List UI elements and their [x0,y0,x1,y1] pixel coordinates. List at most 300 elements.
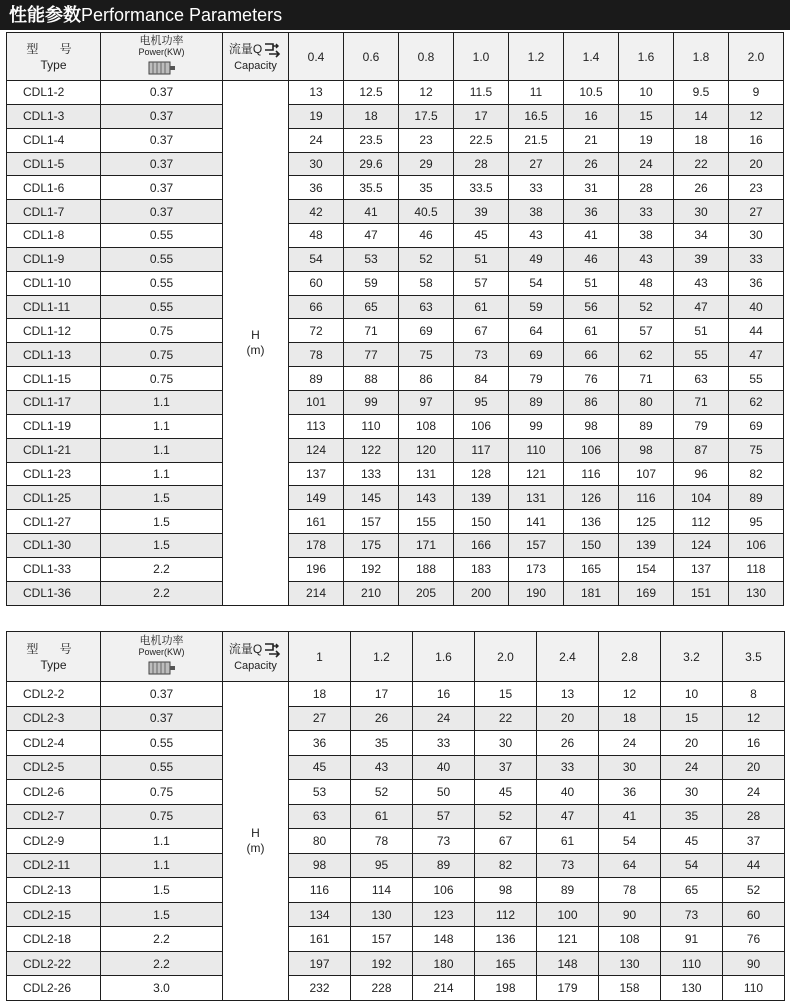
head-value-cell: 54 [599,829,661,854]
head-label-cell [223,81,289,606]
head-value-cell: 52 [619,295,674,319]
head-value-cell: 86 [564,390,619,414]
head-value-cell: 57 [454,271,509,295]
power-header [101,632,223,682]
head-value-cell: 65 [344,295,399,319]
head-value-cell: 136 [564,510,619,534]
head-value-cell: 121 [509,462,564,486]
head-value-cell: 178 [289,534,344,558]
table-row [7,706,785,731]
head-value-cell: 73 [661,902,723,927]
head-value-cell: 40 [729,295,784,319]
model-cell: CDL1-15 [7,367,101,391]
power-cell: 2.2 [101,581,223,605]
head-value-cell: 30 [729,224,784,248]
head-value-cell: 78 [599,878,661,903]
table-row [7,438,784,462]
flow-value-header: 1.2 [509,33,564,81]
head-value-cell: 46 [399,224,454,248]
head-value-cell: 69 [509,343,564,367]
head-value-cell: 61 [537,829,599,854]
head-value-cell: 12.5 [344,81,399,105]
power-header-cn: 电机功率 [139,35,184,47]
head-value-cell: 18 [599,706,661,731]
capacity-header-cn: 流量Q [228,641,263,656]
head-value-cell: 16 [413,682,475,707]
model-cell: CDL2-4 [7,731,101,756]
head-value-cell: 71 [674,390,729,414]
head-value-cell: 67 [454,319,509,343]
head-value-cell: 11.5 [454,81,509,105]
head-value-cell: 200 [454,581,509,605]
power-cell: 0.55 [101,755,223,780]
head-value-cell: 89 [289,367,344,391]
head-value-cell: 88 [344,367,399,391]
table-row [7,853,785,878]
head-value-cell: 41 [564,224,619,248]
model-cell: CDL1-8 [7,224,101,248]
head-value-cell: 228 [351,976,413,1001]
power-cell: 0.75 [101,367,223,391]
power-cell: 0.37 [101,682,223,707]
power-cell: 0.37 [101,81,223,105]
head-value-cell: 95 [351,853,413,878]
head-value-cell: 21 [564,128,619,152]
head-value-cell: 29 [399,152,454,176]
table-row [7,414,784,438]
power-cell: 1.1 [101,438,223,462]
head-value-cell: 196 [289,557,344,581]
model-cell: CDL2-22 [7,951,101,976]
head-value-cell: 30 [674,200,729,224]
power-cell: 0.75 [101,780,223,805]
table-row [7,247,784,271]
power-cell: 0.37 [101,200,223,224]
table-row [7,367,784,391]
head-value-cell: 51 [564,271,619,295]
model-cell: CDL1-13 [7,343,101,367]
head-value-cell: 13 [289,81,344,105]
model-cell: CDL2-7 [7,804,101,829]
head-value-cell: 141 [509,510,564,534]
head-value-cell: 54 [509,271,564,295]
head-value-cell: 15 [661,706,723,731]
head-value-cell: 46 [564,247,619,271]
head-value-cell: 84 [454,367,509,391]
table-row [7,780,785,805]
head-value-cell: 116 [564,462,619,486]
head-value-cell: 73 [537,853,599,878]
head-value-cell: 12 [399,81,454,105]
head-value-cell: 33 [619,200,674,224]
head-value-cell: 19 [619,128,674,152]
head-value-cell: 62 [619,343,674,367]
head-value-cell: 145 [344,486,399,510]
head-value-cell: 15 [619,104,674,128]
head-value-cell: 36 [289,176,344,200]
head-value-cell: 150 [564,534,619,558]
head-value-cell: 47 [344,224,399,248]
head-value-cell: 149 [289,486,344,510]
power-cell: 1.1 [101,462,223,486]
head-value-cell: 29.6 [344,152,399,176]
head-value-cell: 82 [475,853,537,878]
head-value-cell: 110 [344,414,399,438]
power-cell: 0.55 [101,295,223,319]
head-value-cell: 45 [289,755,351,780]
head-value-cell: 78 [289,343,344,367]
head-value-cell: 65 [661,878,723,903]
power-cell: 1.1 [101,390,223,414]
head-value-cell: 143 [399,486,454,510]
power-cell: 1.5 [101,510,223,534]
head-value-cell: 180 [413,951,475,976]
head-value-cell: 169 [619,581,674,605]
section-title [0,0,790,30]
flow-value-header: 2.4 [537,632,599,682]
head-value-cell: 192 [351,951,413,976]
head-value-cell: 128 [454,462,509,486]
table-row [7,271,784,295]
head-value-cell: 49 [509,247,564,271]
head-value-cell: 18 [289,682,351,707]
head-value-cell: 35 [661,804,723,829]
head-value-cell: 33 [413,731,475,756]
head-value-cell: 157 [351,927,413,952]
head-value-cell: 63 [399,295,454,319]
head-value-cell: 21.5 [509,128,564,152]
model-cell: CDL1-33 [7,557,101,581]
head-value-cell: 175 [344,534,399,558]
head-value-cell: 100 [537,902,599,927]
head-value-cell: 30 [289,152,344,176]
head-value-cell: 17.5 [399,104,454,128]
head-value-cell: 116 [619,486,674,510]
head-value-cell: 12 [723,706,785,731]
table-row [7,295,784,319]
head-value-cell: 130 [599,951,661,976]
model-cell: CDL1-25 [7,486,101,510]
head-value-cell: 165 [564,557,619,581]
table-row [7,951,785,976]
head-value-cell: 12 [729,104,784,128]
head-value-cell: 114 [351,878,413,903]
head-value-cell: 108 [399,414,454,438]
head-value-cell: 192 [344,557,399,581]
head-value-cell: 22 [674,152,729,176]
table-row [7,557,784,581]
head-value-cell: 98 [475,878,537,903]
head-value-cell: 54 [661,853,723,878]
head-value-cell: 50 [413,780,475,805]
power-cell: 0.55 [101,247,223,271]
head-value-cell: 45 [454,224,509,248]
head-value-cell: 35 [351,731,413,756]
model-cell: CDL2-3 [7,706,101,731]
head-value-cell: 13 [537,682,599,707]
table-row [7,878,785,903]
head-value-cell: 36 [729,271,784,295]
section-title-en: Performance Parameters [81,5,283,25]
type-header [7,632,101,682]
head-value-cell: 20 [661,731,723,756]
head-value-cell: 42 [289,200,344,224]
head-value-cell: 89 [619,414,674,438]
head-label: H [251,327,260,342]
power-header-en: Power(KW) [138,647,185,657]
model-cell: CDL2-6 [7,780,101,805]
head-value-cell: 183 [454,557,509,581]
table-row [7,510,784,534]
head-value-cell: 30 [599,755,661,780]
power-cell: 0.75 [101,343,223,367]
head-value-cell: 181 [564,581,619,605]
head-value-cell: 26 [564,152,619,176]
head-value-cell: 16.5 [509,104,564,128]
flow-value-header: 1.8 [674,33,729,81]
head-value-cell: 124 [674,534,729,558]
head-value-cell: 63 [674,367,729,391]
flow-value-header: 3.5 [723,632,785,682]
head-value-cell: 41 [599,804,661,829]
head-value-cell: 79 [674,414,729,438]
head-value-cell: 205 [399,581,454,605]
head-value-cell: 110 [723,976,785,1001]
flow-value-header: 0.8 [399,33,454,81]
power-cell: 1.5 [101,486,223,510]
head-value-cell: 89 [509,390,564,414]
type-header-cn: 型 号 [26,641,81,656]
head-value-cell: 53 [344,247,399,271]
head-value-cell: 77 [344,343,399,367]
table-row [7,829,785,854]
head-value-cell: 95 [729,510,784,534]
head-value-cell: 28 [619,176,674,200]
head-value-cell: 155 [399,510,454,534]
power-cell: 1.5 [101,878,223,903]
head-value-cell: 30 [475,731,537,756]
head-value-cell: 23 [729,176,784,200]
head-value-cell: 16 [723,731,785,756]
head-value-cell: 41 [344,200,399,224]
flow-value-header: 0.6 [344,33,399,81]
head-value-cell: 76 [723,927,785,952]
head-value-cell: 33 [537,755,599,780]
power-cell: 0.37 [101,104,223,128]
table-row [7,343,784,367]
head-value-cell: 35 [399,176,454,200]
head-value-cell: 48 [619,271,674,295]
head-value-cell: 131 [509,486,564,510]
head-value-cell: 38 [619,224,674,248]
model-cell: CDL1-9 [7,247,101,271]
head-value-cell: 23 [399,128,454,152]
head-value-cell: 37 [475,755,537,780]
head-value-cell: 157 [344,510,399,534]
flow-value-header: 2.0 [729,33,784,81]
table-row [7,200,784,224]
head-value-cell: 79 [509,367,564,391]
model-cell: CDL1-30 [7,534,101,558]
head-value-cell: 91 [661,927,723,952]
head-value-cell: 78 [351,829,413,854]
head-value-cell: 60 [723,902,785,927]
head-value-cell: 24 [723,780,785,805]
head-value-cell: 15 [475,682,537,707]
model-cell: CDL2-13 [7,878,101,903]
head-value-cell: 139 [454,486,509,510]
table-row [7,152,784,176]
type-header [7,33,101,81]
head-value-cell: 232 [289,976,351,1001]
table-row [7,534,784,558]
power-cell: 2.2 [101,951,223,976]
head-value-cell: 56 [564,295,619,319]
table-row [7,224,784,248]
head-value-cell: 107 [619,462,674,486]
performance-table-cdl1 [6,32,784,606]
head-value-cell: 118 [729,557,784,581]
head-value-cell: 67 [475,829,537,854]
head-value-cell: 17 [351,682,413,707]
head-value-cell: 52 [723,878,785,903]
head-value-cell: 139 [619,534,674,558]
head-value-cell: 90 [723,951,785,976]
head-value-cell: 26 [537,731,599,756]
table-header-row [7,632,785,682]
head-value-cell: 86 [399,367,454,391]
head-value-cell: 80 [619,390,674,414]
flow-icon [262,41,282,59]
head-value-cell: 122 [344,438,399,462]
head-value-cell: 31 [564,176,619,200]
model-cell: CDL1-4 [7,128,101,152]
model-cell: CDL2-9 [7,829,101,854]
table-row [7,462,784,486]
head-value-cell: 61 [454,295,509,319]
head-value-cell: 24 [661,755,723,780]
head-value-cell: 99 [344,390,399,414]
head-value-cell: 39 [454,200,509,224]
flow-value-header: 0.4 [289,33,344,81]
head-value-cell: 87 [674,438,729,462]
head-value-cell: 19 [289,104,344,128]
type-header-en: Type [40,57,67,72]
capacity-header-en: Capacity [234,659,277,672]
head-value-cell: 20 [729,152,784,176]
head-value-cell: 137 [289,462,344,486]
model-cell: CDL1-3 [7,104,101,128]
head-label: H [251,825,260,840]
capacity-header [223,33,289,81]
head-value-cell: 137 [674,557,729,581]
head-value-cell: 27 [289,706,351,731]
table-row [7,976,785,1001]
head-value-cell: 36 [564,200,619,224]
flow-value-header: 1.4 [564,33,619,81]
head-value-cell: 20 [537,706,599,731]
head-value-cell: 61 [564,319,619,343]
head-value-cell: 52 [351,780,413,805]
head-value-cell: 59 [509,295,564,319]
head-value-cell: 52 [475,804,537,829]
head-value-cell: 26 [351,706,413,731]
table-row [7,128,784,152]
head-value-cell: 112 [674,510,729,534]
head-value-cell: 36 [289,731,351,756]
head-value-cell: 24 [599,731,661,756]
flow-value-header: 1.6 [413,632,475,682]
head-value-cell: 148 [413,927,475,952]
power-cell: 1.1 [101,853,223,878]
head-value-cell: 112 [475,902,537,927]
model-cell: CDL2-18 [7,927,101,952]
head-value-cell: 44 [723,853,785,878]
capacity-header-en: Capacity [234,59,277,72]
head-value-cell: 9.5 [674,81,729,105]
head-unit: (m) [246,840,265,855]
head-value-cell: 24 [413,706,475,731]
motor-icon [148,661,176,675]
head-value-cell: 18 [344,104,399,128]
head-value-cell: 96 [674,462,729,486]
head-value-cell: 24 [619,152,674,176]
table-row [7,731,785,756]
head-value-cell: 33 [509,176,564,200]
power-cell: 1.5 [101,902,223,927]
head-value-cell: 27 [509,152,564,176]
model-cell: CDL1-2 [7,81,101,105]
head-value-cell: 110 [509,438,564,462]
head-value-cell: 64 [599,853,661,878]
head-value-cell: 89 [537,878,599,903]
head-value-cell: 37 [723,829,785,854]
head-unit: (m) [246,342,265,357]
power-cell: 0.55 [101,224,223,248]
head-value-cell: 166 [454,534,509,558]
head-value-cell: 9 [729,81,784,105]
head-value-cell: 165 [475,951,537,976]
head-value-cell: 10.5 [564,81,619,105]
head-value-cell: 71 [619,367,674,391]
head-value-cell: 76 [564,367,619,391]
model-cell: CDL1-7 [7,200,101,224]
head-value-cell: 90 [599,902,661,927]
head-value-cell: 106 [564,438,619,462]
motor-icon [148,61,176,75]
head-value-cell: 198 [475,976,537,1001]
power-cell: 0.37 [101,128,223,152]
head-value-cell: 26 [674,176,729,200]
head-value-cell: 158 [599,976,661,1001]
table-row [7,390,784,414]
table-row [7,319,784,343]
head-value-cell: 43 [674,271,729,295]
performance-table-cdl2 [6,631,785,1001]
head-value-cell: 106 [454,414,509,438]
head-value-cell: 71 [344,319,399,343]
head-value-cell: 157 [509,534,564,558]
head-value-cell: 113 [289,414,344,438]
power-header-en: Power(KW) [138,47,185,57]
head-value-cell: 190 [509,581,564,605]
head-value-cell: 75 [729,438,784,462]
head-value-cell: 134 [289,902,351,927]
head-value-cell: 110 [661,951,723,976]
head-value-cell: 11 [509,81,564,105]
head-value-cell: 10 [661,682,723,707]
head-value-cell: 99 [509,414,564,438]
